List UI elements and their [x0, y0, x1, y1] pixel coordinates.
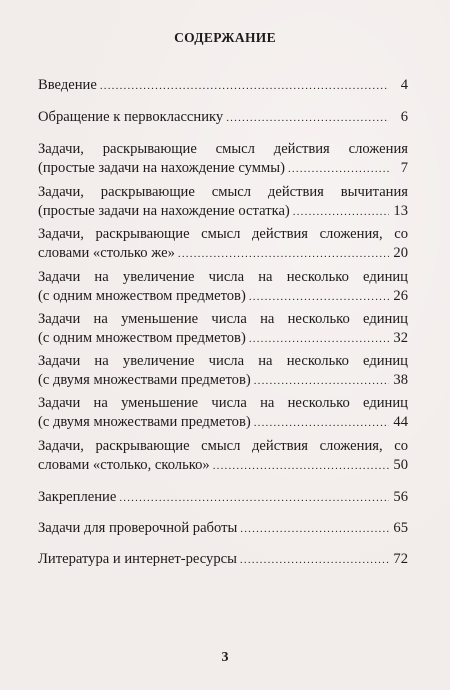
toc-entry-page: 20 [393, 245, 408, 261]
dot-leader [213, 457, 389, 476]
dot-leader [249, 288, 389, 307]
toc-entry-last-line [38, 202, 408, 222]
toc-entry-text: Литература и интернет-ресурсы [38, 551, 237, 567]
dot-leader [100, 77, 389, 96]
toc-entry-text: (с одним множеством предметов) [38, 288, 246, 304]
dot-leader [240, 551, 389, 570]
toc-entry-text: Закрепление [38, 489, 117, 505]
toc-entry [38, 268, 408, 307]
toc-entry-text-line: Задачи, раскрывающие смысл действия сложения, со [38, 438, 408, 454]
dot-leader [178, 245, 389, 264]
toc-entry-text-line: Задачи, раскрывающие смысл действия сложения, со [38, 226, 408, 242]
toc-entry-text-line: Задачи на уменьшение числа на несколько единиц [38, 311, 408, 327]
toc-entry [38, 394, 408, 433]
toc-entry-last-line [38, 488, 408, 508]
toc-entry-page: 7 [400, 160, 408, 176]
toc-entry-text-line: Задачи, раскрывающие смысл действия сложения [38, 141, 408, 157]
toc-entry [38, 183, 408, 222]
toc-entry-last-line [38, 108, 408, 128]
page-number: 3 [221, 650, 229, 665]
toc-entry-last-line [38, 550, 408, 570]
toc-entry-last-line [38, 371, 408, 391]
toc-entry-page: 50 [393, 457, 408, 473]
toc-entry-text: (простые задачи на нахождение остатка) [38, 203, 290, 219]
toc-entry-page: 4 [400, 77, 408, 93]
toc-entry-last-line [38, 329, 408, 349]
dot-leader [288, 160, 389, 179]
toc-entry-page: 65 [393, 520, 408, 536]
toc-entry-text-line: Задачи на увеличение числа на несколько единиц [38, 269, 408, 285]
toc-entry-page: 6 [400, 109, 408, 125]
toc-title: СОДЕРЖАНИЕ [174, 30, 276, 45]
toc-entry [38, 488, 408, 508]
toc-entry-text: (с двумя множествами предметов) [38, 414, 251, 430]
toc-entry-text: Задачи для проверочной работы [38, 520, 238, 536]
toc-entry-text: (с одним множеством предметов) [38, 330, 246, 346]
toc-entry-page: 32 [393, 330, 408, 346]
toc-entry-text: Введение [38, 77, 97, 93]
toc-entry-page: 44 [393, 414, 408, 430]
toc-entry-last-line [38, 244, 408, 264]
dot-leader [254, 414, 389, 433]
toc-entry [38, 519, 408, 539]
toc-entry-page: 38 [393, 372, 408, 388]
toc-entry-page: 56 [393, 489, 408, 505]
toc-entry-text: Обращение к первокласснику [38, 109, 224, 125]
toc-entry-text-line: Задачи, раскрывающие смысл действия вычитания [38, 184, 408, 200]
toc-entry-last-line [38, 159, 408, 179]
toc-entry-page: 13 [393, 203, 408, 219]
toc-entry-text: (простые задачи на нахождение суммы) [38, 160, 285, 176]
toc-entry [38, 225, 408, 264]
toc-entry-text-line: Задачи на уменьшение числа на несколько единиц [38, 395, 408, 411]
toc-entry [38, 76, 408, 96]
dot-leader [226, 109, 389, 128]
toc-entry-page: 72 [393, 551, 408, 567]
toc-entry-text: словами «столько же» [38, 245, 175, 261]
toc-entry-last-line [38, 76, 408, 96]
dot-leader [119, 489, 389, 508]
toc-entry-last-line [38, 456, 408, 476]
toc-entry-page: 26 [393, 288, 408, 304]
dot-leader [249, 330, 389, 349]
toc-entry [38, 352, 408, 391]
toc-entry-text: словами «столько, сколько» [38, 457, 210, 473]
toc-entry-last-line [38, 519, 408, 539]
dot-leader [254, 372, 389, 391]
toc-entry [38, 310, 408, 349]
dot-leader [240, 520, 389, 539]
toc-entry [38, 108, 408, 128]
toc-entry-text: (с двумя множествами предметов) [38, 372, 251, 388]
toc-entry [38, 140, 408, 179]
toc-entry [38, 437, 408, 476]
toc-entry-last-line [38, 287, 408, 307]
toc-entry-text-line: Задачи на увеличение числа на несколько единиц [38, 353, 408, 369]
toc-entry [38, 550, 408, 570]
toc-entry-last-line [38, 413, 408, 433]
dot-leader [293, 203, 389, 222]
